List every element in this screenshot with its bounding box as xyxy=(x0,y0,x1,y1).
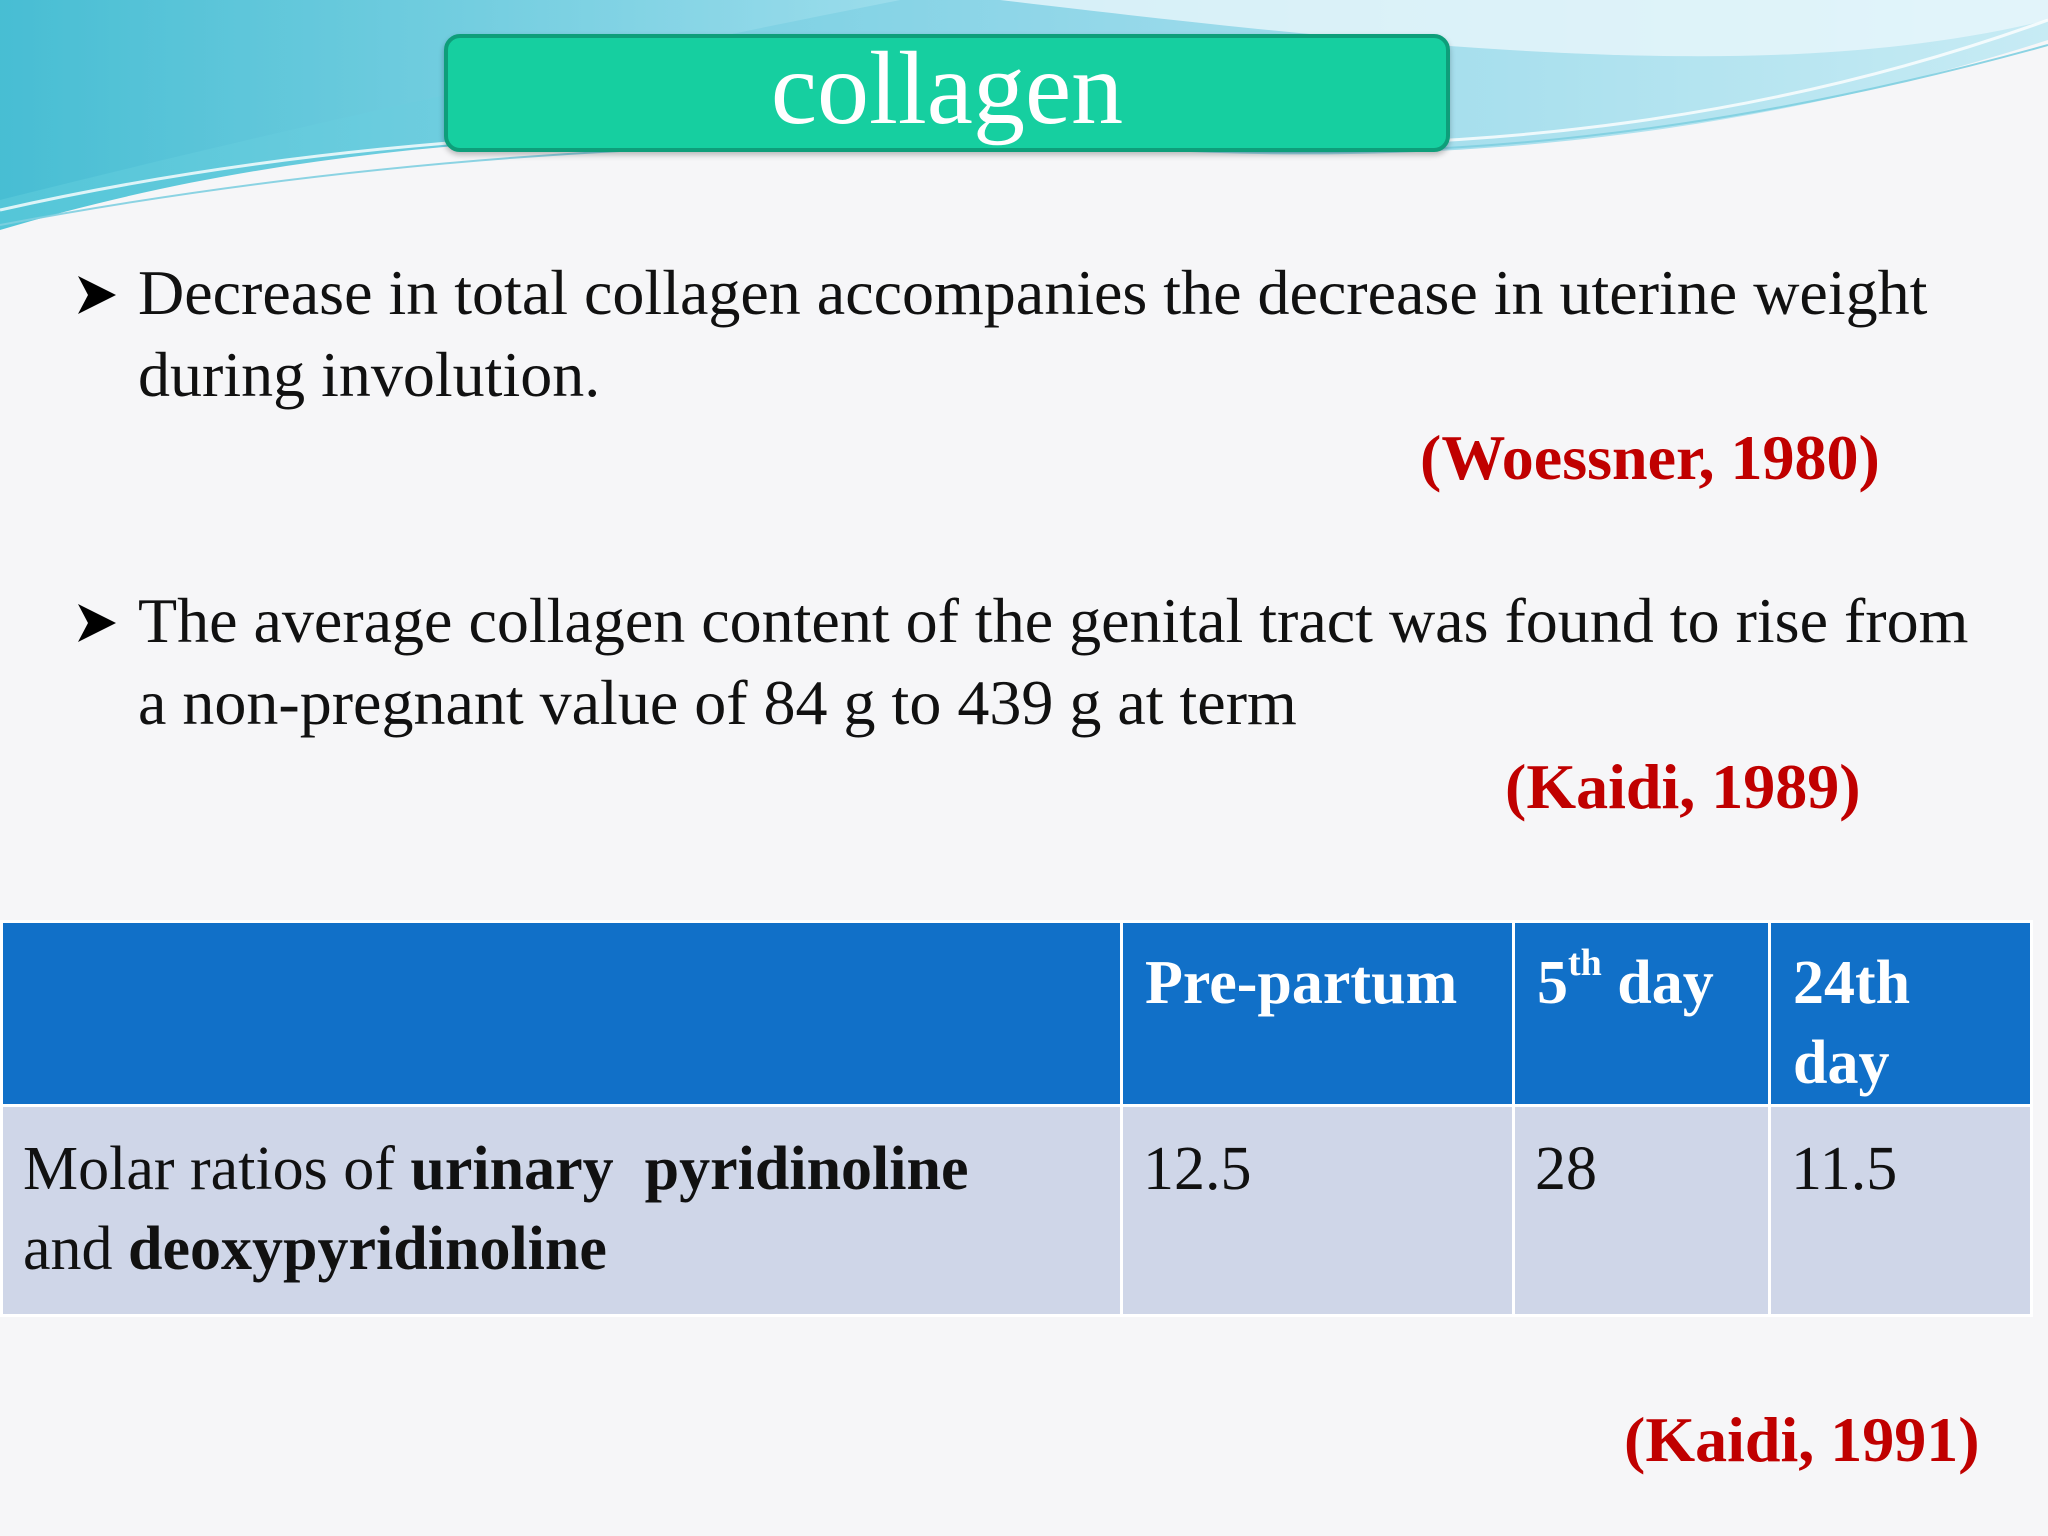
label-bold-deoxypyridinoline: deoxypyridinoline xyxy=(128,1215,607,1283)
bullet-text-1: Decrease in total collagen accompanies the decrease in uterine weight during involution. xyxy=(138,257,1928,410)
table-row xyxy=(2,1106,2032,1316)
label-text-part1: Molar ratios of xyxy=(23,1135,411,1203)
bullet-item-2 xyxy=(74,580,1974,744)
bullet-item-1 xyxy=(74,252,1974,416)
label-text-part2: and xyxy=(23,1215,129,1283)
citation-woessner: (Woessner, 1980) xyxy=(1420,422,1880,493)
table-header-24th-day: 24th day xyxy=(1770,922,2032,1106)
table-header-5th-day xyxy=(1514,922,1770,1106)
table-cell-24th-day-value: 11.5 xyxy=(1770,1106,2032,1316)
citation-kaidi-1991: (Kaidi, 1991) xyxy=(1624,1404,1980,1475)
arrow-bullet-icon xyxy=(74,252,138,416)
table-row-label xyxy=(2,1106,1122,1316)
label-bold-urinary-pyridinoline: urinary pyridinoline xyxy=(410,1135,969,1203)
arrow-bullet-icon xyxy=(74,580,138,744)
table-cell-prepartum-value: 12.5 xyxy=(1122,1106,1514,1316)
table-header-empty xyxy=(2,922,1122,1106)
collagen-ratio-table xyxy=(0,920,2033,1317)
header-5th-superscript: th xyxy=(1568,942,1602,985)
header-5th-day-label: day xyxy=(1601,949,1714,1017)
header-5th-number: 5 xyxy=(1537,949,1568,1017)
table-cell-5th-day-value: 28 xyxy=(1514,1106,1770,1316)
table-header-row xyxy=(2,922,2032,1106)
table-header-prepartum: Pre-partum xyxy=(1122,922,1514,1106)
slide-title: collagen xyxy=(770,31,1124,146)
bullet-text-2: The average collagen content of the genital tract was found to rise from a non-pregnant value of 84 g to 439 g at term xyxy=(138,585,1969,738)
title-banner xyxy=(444,31,1450,152)
citation-kaidi-1989: (Kaidi, 1989) xyxy=(1505,751,1861,822)
